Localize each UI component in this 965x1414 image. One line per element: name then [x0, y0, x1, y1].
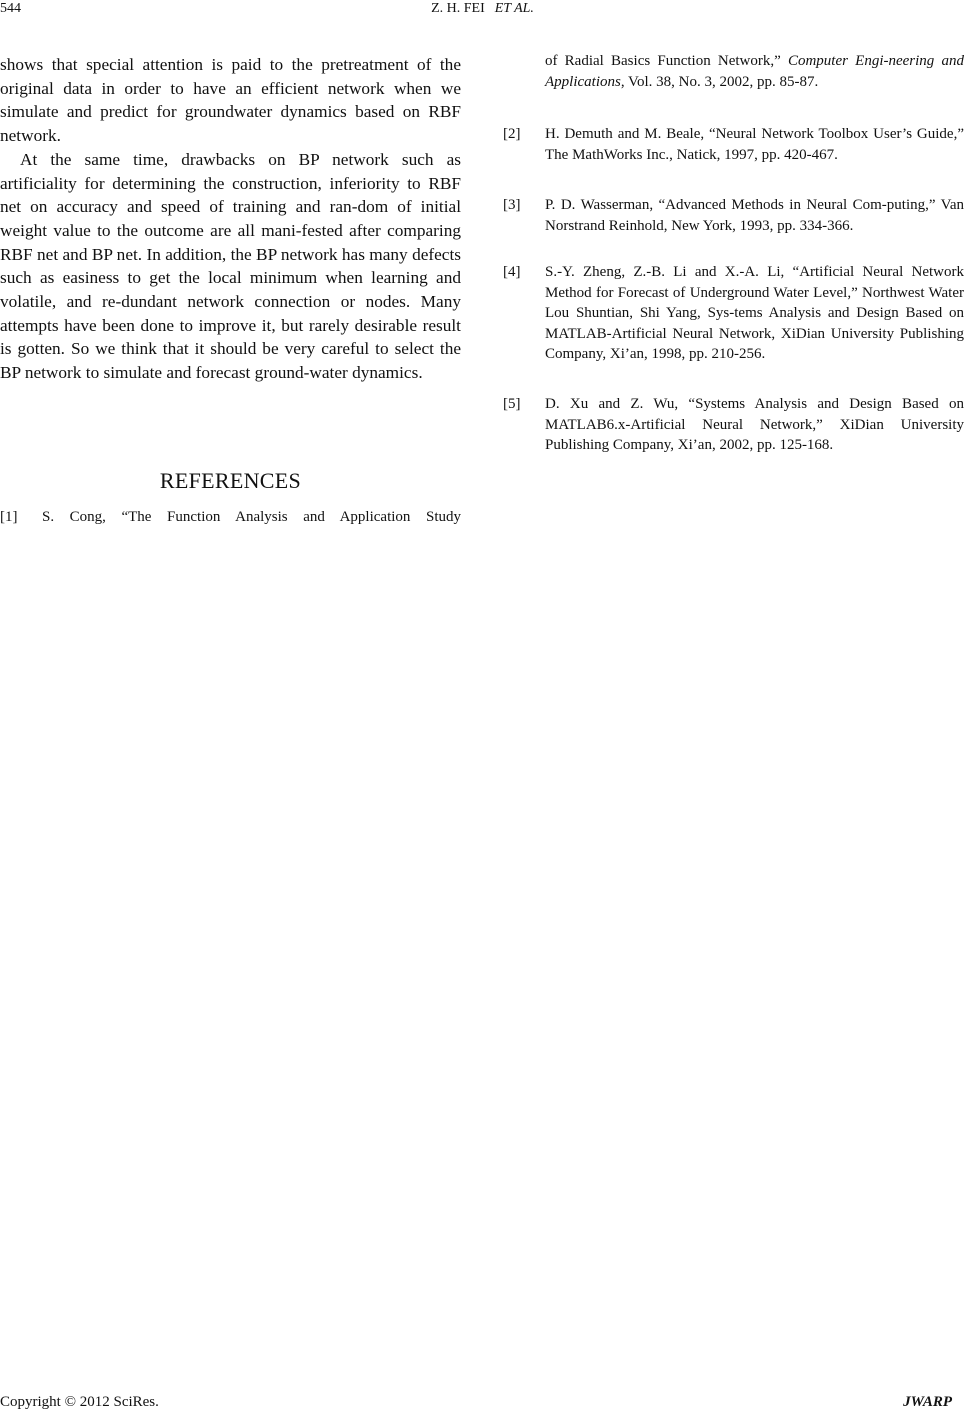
reference-number: [1] [0, 509, 18, 525]
journal-abbreviation: JWARP [903, 1394, 952, 1410]
reference-text: S. Cong, “The Function Analysis and Application Study [42, 509, 461, 525]
reference-text-part: , Vol. 38, No. 3, 2002, pp. 85-87. [620, 73, 819, 90]
reference-text [545, 51, 964, 92]
header-et-al: ET AL. [494, 1, 534, 16]
reference-text: P. D. Wasserman, “Advanced Methods in Neural Com-puting,” Van Norstrand Reinhold, New York, 1993, pp. 334-366. [545, 197, 964, 234]
reference-number: [4] [503, 264, 521, 280]
header-authors: Z. H. FEI [431, 1, 485, 16]
reference-item [0, 507, 461, 529]
reference-item [503, 262, 964, 388]
paragraph: At the same time, drawbacks on BP network such as artificiality for determining the construction, inferiority to RBF net on accuracy and speed of training and ran-dom of initial weight value to the outcome are all mani-fested after comparing RBF net and BP net. In addition, the BP network has many defects such as easiness to get the local minimum when learning and volatile, and re-dundant network connection or nodes. Many attempts have been done to improve it, but rarely desirable result is gotten. So we think that it should be very careful to select the BP network to simulate and forecast ground-water dynamics. [0, 149, 461, 383]
paragraph: shows that special attention is paid to the pretreatment of the original data in order to have an efficient network when we simulate and predict for groundwater dynamics based on RBF network. [0, 55, 461, 146]
body-text-column [0, 53, 461, 385]
reference-text: S.-Y. Zheng, Z.-B. Li and X.-A. Li, “Artificial Neural Network Method for Forecast of Underground Water Level,” Northwest Water Lou Shuntian, Shi Yang, Sys-tems Analysis and Design Based on MATLAB-Artificial Neural Network, XiDian University Publishing Company, Xi’an, 1998, pp. 210-256. [545, 264, 964, 363]
reference-item [503, 124, 964, 188]
reference-item-continued [503, 51, 964, 115]
reference-text-part: of Radial Basics Function Network,” [545, 53, 788, 69]
reference-item [503, 195, 964, 259]
reference-number: [2] [503, 126, 521, 142]
running-header [0, 0, 965, 18]
reference-text: H. Demuth and M. Beale, “Neural Network Toolbox User’s Guide,” The MathWorks Inc., Natick, 1997, pp. 420-467. [545, 126, 964, 163]
reference-number: [5] [503, 396, 521, 412]
journal-title: Computer Engi-neering and Applications [545, 53, 964, 90]
reference-number: [3] [503, 197, 521, 213]
reference-item [503, 394, 964, 480]
references-heading: REFERENCES [159, 468, 302, 493]
reference-text: D. Xu and Z. Wu, “Systems Analysis and Design Based on MATLAB6.x-Artificial Neural Network,” XiDian University Publishing Company, Xi’an, 2002, pp. 125-168. [545, 396, 964, 454]
copyright-notice: Copyright © 2012 SciRes. [0, 1394, 159, 1410]
page-number: 544 [0, 1, 21, 16]
